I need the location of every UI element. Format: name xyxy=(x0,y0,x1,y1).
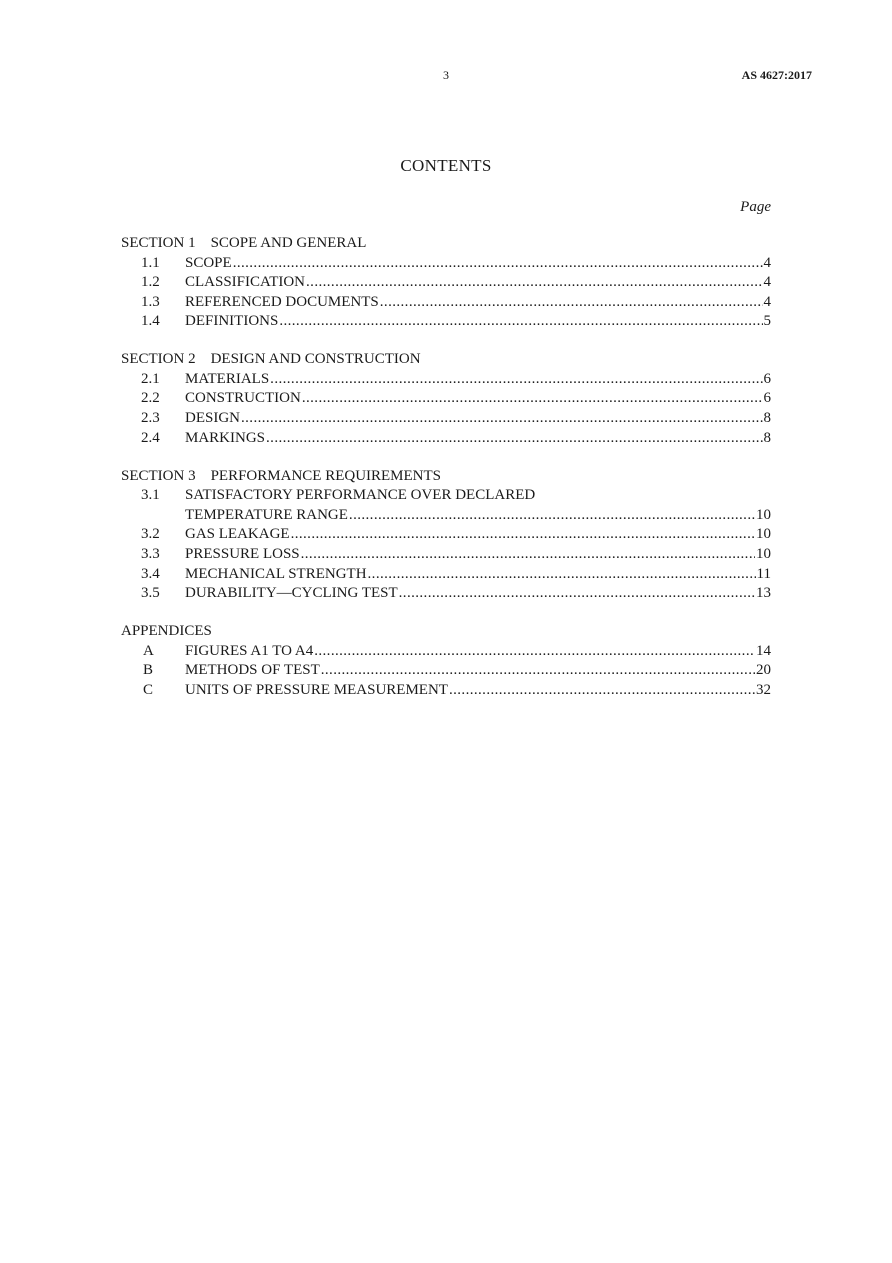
dot-leader xyxy=(302,389,763,409)
toc-entry-number: 3.2 xyxy=(141,526,160,543)
toc-entry[interactable] xyxy=(121,254,771,274)
toc-entry-title: METHODS OF TEST xyxy=(185,662,320,679)
toc-entry-number: C xyxy=(143,681,154,698)
toc-entry-page: 8 xyxy=(763,410,771,427)
dot-leader xyxy=(349,506,755,526)
dot-leader xyxy=(301,545,755,565)
dot-leader xyxy=(449,681,755,701)
toc-entry-page: 32 xyxy=(756,681,771,698)
toc-entry-title: UNITS OF PRESSURE MEASUREMENT xyxy=(185,681,448,698)
toc-entry[interactable] xyxy=(121,584,771,604)
toc-entry-title: FIGURES A1 TO A4 xyxy=(185,642,314,659)
toc-entry-number: 1.1 xyxy=(141,254,160,271)
toc-entry-title: SCOPE xyxy=(185,254,232,271)
toc-group-section-1 xyxy=(121,234,771,332)
toc-entry-number: 3.3 xyxy=(141,545,160,562)
toc-entry-page: 4 xyxy=(763,254,771,271)
dot-leader xyxy=(368,565,756,585)
toc-entry[interactable] xyxy=(121,486,771,506)
toc-group-heading[interactable]: APPENDICES xyxy=(121,622,212,639)
toc-entry-page: 4 xyxy=(763,293,771,310)
toc-entry-title: DESIGN xyxy=(185,410,240,427)
dot-leader xyxy=(270,370,762,390)
toc-entry[interactable] xyxy=(121,642,771,662)
toc-group-heading[interactable]: SECTION 1 SCOPE AND GENERAL xyxy=(121,235,367,251)
toc-entry-page: 13 xyxy=(756,585,771,602)
toc-entry[interactable] xyxy=(121,525,771,545)
dot-leader xyxy=(321,661,755,681)
toc-entry-page: 4 xyxy=(763,274,771,291)
toc-group-appendices xyxy=(121,622,771,700)
toc-entry-page: 6 xyxy=(763,370,771,387)
toc-entry-number: 2.1 xyxy=(141,370,160,387)
toc-entry-number: 1.4 xyxy=(141,313,160,330)
page-column-label: Page xyxy=(740,199,771,215)
dot-leader xyxy=(279,312,762,332)
toc-entry-number: 1.3 xyxy=(141,293,160,310)
dot-leader xyxy=(291,525,755,545)
table-of-contents xyxy=(121,234,771,719)
toc-entry-title: CONSTRUCTION xyxy=(185,390,301,407)
toc-entry[interactable] xyxy=(121,409,771,429)
toc-entry-continuation[interactable] xyxy=(121,506,771,526)
dot-leader xyxy=(241,409,763,429)
toc-entry[interactable] xyxy=(121,545,771,565)
toc-entry[interactable] xyxy=(121,429,771,449)
toc-entry-page: 8 xyxy=(763,429,771,446)
dot-leader xyxy=(266,429,762,449)
toc-entry-number: B xyxy=(143,662,154,679)
toc-entry-number: 1.2 xyxy=(141,274,160,291)
toc-entry-page: 10 xyxy=(756,545,771,562)
toc-entry-title: DEFINITIONS xyxy=(185,313,279,330)
toc-entry-title: MARKINGS xyxy=(185,429,266,446)
toc-entry[interactable] xyxy=(121,565,771,585)
toc-entry-title-line2: TEMPERATURE RANGE xyxy=(185,506,348,523)
toc-entry[interactable] xyxy=(121,293,771,313)
toc-entry-number: 3.5 xyxy=(141,585,160,602)
toc-entry-title: CLASSIFICATION xyxy=(185,274,306,291)
standard-identifier: AS 4627:2017 xyxy=(741,68,812,82)
toc-group-heading[interactable]: SECTION 2 DESIGN AND CONSTRUCTION xyxy=(121,351,421,368)
toc-entry[interactable] xyxy=(121,389,771,409)
toc-entry-page: 11 xyxy=(756,565,771,582)
toc-entry-number: 2.4 xyxy=(141,429,160,446)
toc-entry-page: 5 xyxy=(763,313,771,330)
toc-entry-page: 6 xyxy=(763,390,771,407)
toc-entry[interactable] xyxy=(121,273,771,293)
toc-entry-page: 14 xyxy=(756,642,771,659)
toc-entry-number: 3.4 xyxy=(141,565,160,582)
toc-entry-number: 2.3 xyxy=(141,410,160,427)
toc-group-section-3 xyxy=(121,467,771,604)
dot-leader xyxy=(306,273,762,293)
toc-entry-number: 3.1 xyxy=(141,487,160,504)
dot-leader xyxy=(380,293,763,313)
toc-entry-title: REFERENCED DOCUMENTS xyxy=(185,293,379,310)
toc-entry-title: MECHANICAL STRENGTH xyxy=(185,565,367,582)
toc-entry-page: 20 xyxy=(756,662,771,679)
toc-group-section-2 xyxy=(121,350,771,448)
toc-entry-title: PRESSURE LOSS xyxy=(185,545,300,562)
toc-entry-number: 2.2 xyxy=(141,390,160,407)
dot-leader xyxy=(233,254,763,274)
dot-leader xyxy=(314,642,755,662)
toc-entry-title: MATERIALS xyxy=(185,370,270,387)
toc-entry-page: 10 xyxy=(756,526,771,543)
page-number: 3 xyxy=(443,68,449,82)
toc-entry-title: GAS LEAKAGE xyxy=(185,526,290,543)
toc-entry[interactable] xyxy=(121,661,771,681)
toc-entry-page: 10 xyxy=(756,506,771,523)
toc-entry[interactable] xyxy=(121,370,771,390)
toc-entry-number: A xyxy=(143,642,154,659)
toc-entry[interactable] xyxy=(121,312,771,332)
toc-entry-title: SATISFACTORY PERFORMANCE OVER DECLARED xyxy=(185,487,536,504)
dot-leader xyxy=(399,584,755,604)
toc-entry[interactable] xyxy=(121,681,771,701)
toc-group-heading[interactable]: SECTION 3 PERFORMANCE REQUIREMENTS xyxy=(121,467,442,484)
toc-entry-title: DURABILITY—CYCLING TEST xyxy=(185,585,398,602)
contents-title: CONTENTS xyxy=(400,156,492,175)
